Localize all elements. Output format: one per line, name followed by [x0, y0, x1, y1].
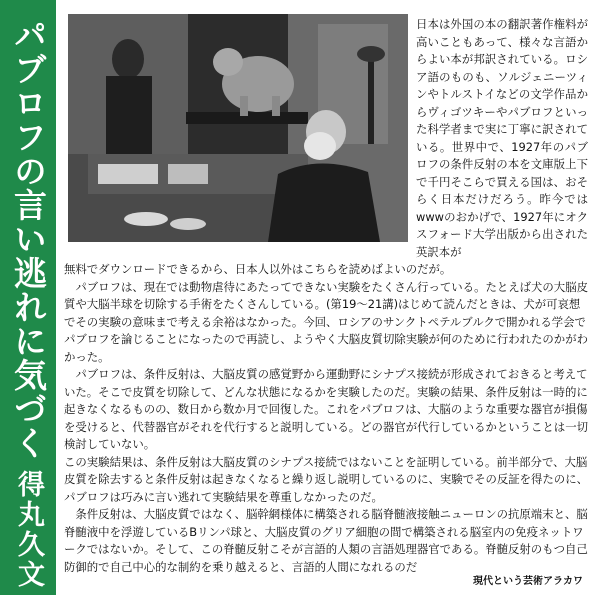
- article-paragraph-2: パブロフは、条件反射は、大脳皮質の感覚野から運動野にシナプス接続が形成されておきると考えていた。そこで皮質を切除して、どんな状態になるかを実験したのだ。実験の結果、条件反射は一時的に起きなくなるものの、数日から数か月で回復した。これをパブロフは、大脳のような重要な器官が損傷を受けると、代替器官がそれを代行すると説明している。どの器官が代行しているかということは一切検討していない。: [64, 367, 588, 451]
- article-paragraph-3: この実験結果は、条件反射は大脳皮質のシナプス接続ではないことを証明している。前半部分で、大脳皮質を除去すると条件反射は起きなくなると繰り返し説明しているのに、実験でその反証を得たのに、パブロフは巧みに言い逃れて実験結果を尊重しなかったのだ。: [64, 454, 588, 504]
- author-name: 得丸久文: [13, 470, 44, 590]
- article-photo: [68, 14, 408, 242]
- article-paragraph-4: 条件反射は、大脳皮質ではなく、脳幹網様体に構築される脳脊髄液接触ニューロンの抗原端末と、脳脊髄液中を浮遊しているBリンパ球と、大脳皮質のグリア細胞の間で構築される脳室内の免疫ネットワークではないか。そして、この脊髄反射こそが言語的人類の言語処理器官である。脊髄反射のもつ自己防御的で自己中心的な制約を乗り越えると、言語的人間になれるのだ: [64, 507, 588, 574]
- article-body: [64, 261, 589, 576]
- article-intro-continued: 無料でダウンロードできるから、日本人以外はこちらを読めばよいのだが。: [64, 262, 452, 276]
- article-paragraph-1: パブロフは、現在では動物虐待にあたってできない実験をたくさん行っている。たとえば犬の大脳皮質や大脳半球を切除する手術をたくさんしている。(第19～21講)はじめて読んだときは、犬が可哀想でその実験の意味まで考える余裕はなかった。今回、ロシアのサンクトペテルブルクで開かれる学会でパブロフを論じることになったので再読し、ようやく大脳皮質切除実験が何のために行われたのかがわかった。: [64, 279, 588, 364]
- article-intro: 日本は外国の本の翻訳著作権料が高いこともあって、様々な言語からよい本が邦訳されている。ロシア語のものも、ソルジェニーツィンやトルストイなどの文学作品からヴィゴツキーやパブロフといった科学者まで実に丁寧に訳されている。世界中で、1927年のパブロフの条件反射の本を文庫版上下で千円そこらで買える国は、おそらく日本だけだろう。昨今ではwwwのおかげで、1927年にオクスフォード大学出版から出された英訳本が: [416, 17, 588, 259]
- title-sidebar: [0, 0, 56, 595]
- pavlov-lab-photo-image: [68, 14, 408, 242]
- article-title: パブロフの言い逃れに気づく: [9, 18, 48, 460]
- source-credit: 現代という芸術アラカワ: [473, 576, 583, 587]
